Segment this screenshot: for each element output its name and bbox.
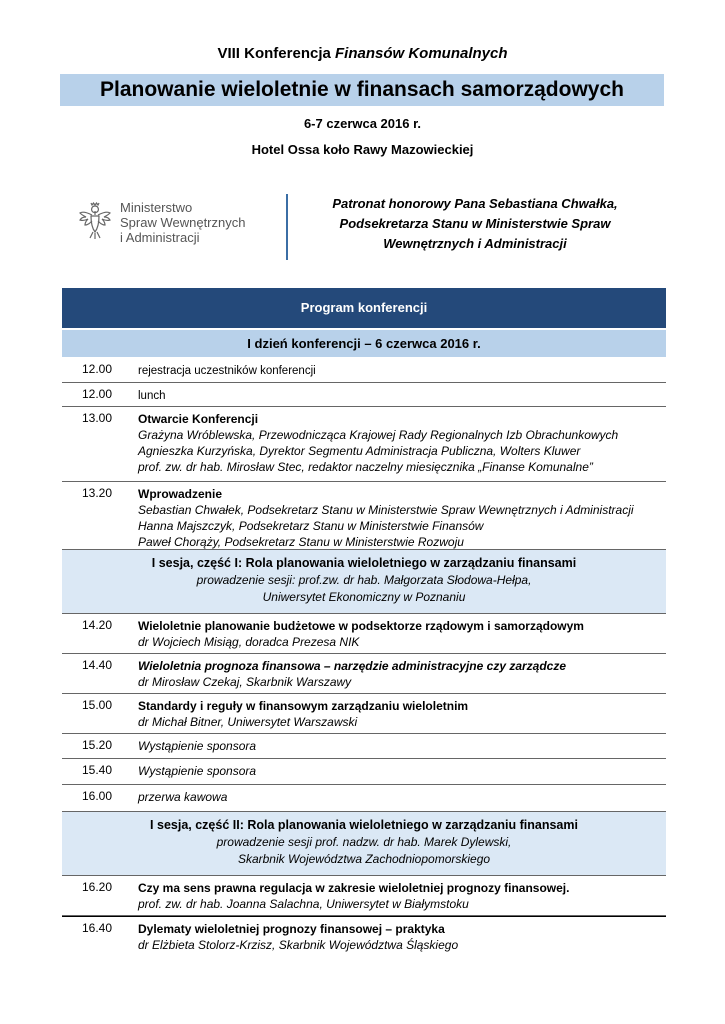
session-lead: Uniwersytet Ekonomiczny w Poznaniu [262, 590, 466, 604]
program-row [62, 407, 666, 482]
conference-name: Finansów Komunalnych [335, 45, 508, 62]
program-row [62, 358, 666, 383]
row-person: dr Michał Bitner, Uniwersytet Warszawski [138, 715, 358, 729]
row-title: Standardy i reguły w finansowym zarządzaniu wieloletnim [138, 699, 469, 713]
conference-prefix: VIII Konferencja [217, 45, 331, 62]
patronage-line: Wewnętrznych i Administracji [383, 236, 567, 251]
row-person: Grażyna Wróblewska, Przewodnicząca Krajowej Rady Regionalnych Izb Obrachunkowych [138, 428, 619, 442]
day1-header: I dzień konferencji – 6 czerwca 2016 r. [62, 330, 666, 357]
row-person: prof. zw. dr hab. Mirosław Stec, redaktor naczelny miesięcznika „Finanse Komunalne” [138, 460, 593, 474]
conference-date: 6-7 czerwca 2016 r. [303, 116, 422, 131]
ministry-line: i Administracji [120, 230, 200, 245]
row-title: Czy ma sens prawna regulacja w zakresie wieloletniej prognozy finansowej. [138, 881, 570, 895]
session-band [62, 812, 666, 876]
ministry-line: Ministerstwo [120, 200, 193, 215]
session-title: I sesja, część II: Rola planowania wieloletniego w zarządzaniu finansami [150, 818, 578, 832]
row-person: dr Wojciech Misiąg, doradca Prezesa NIK [138, 635, 360, 649]
eagle-emblem-icon [78, 200, 112, 244]
row-title: Dylematy wieloletniej prognozy finansowej – praktyka [138, 922, 445, 936]
ministry-name [120, 200, 245, 245]
conference-place: Hotel Ossa koło Rawy Mazowieckiej [251, 142, 474, 157]
row-time: 15.40 [82, 763, 113, 777]
row-time: 12.00 [82, 362, 113, 376]
program-row [62, 694, 666, 734]
program-row [62, 785, 666, 812]
patronage-line: Podsekretarza Stanu w Ministerstwie Spraw [339, 216, 611, 231]
ministry-logo [78, 198, 278, 248]
row-time: 16.00 [82, 789, 113, 803]
divider [286, 194, 288, 260]
program-row [62, 383, 666, 407]
row-time: 14.40 [82, 658, 113, 672]
row-time: 16.20 [82, 880, 113, 894]
row-person: dr Elżbieta Stolorz-Krzisz, Skarbnik Województwa Śląskiego [138, 938, 459, 952]
row-time: 13.20 [82, 486, 113, 500]
row-person: Paweł Chorąży, Podsekretarz Stanu w Ministerstwie Rozwoju [138, 535, 464, 549]
session-title: I sesja, część I: Rola planowania wieloletniego w zarządzaniu finansami [151, 556, 577, 570]
row-person: Sebastian Chwałek, Podsekretarz Stanu w Ministerstwie Spraw Wewnętrznych i Administracji [138, 503, 634, 517]
row-text: przerwa kawowa [138, 790, 228, 804]
ministry-line: Spraw Wewnętrznych [120, 215, 246, 230]
row-text: Wystąpienie sponsora [138, 739, 257, 753]
row-time: 14.20 [82, 618, 113, 632]
row-title: Otwarcie Konferencji [138, 412, 259, 426]
row-person: dr Mirosław Czekaj, Skarbnik Warszawy [138, 675, 352, 689]
row-time: 12.00 [82, 387, 113, 401]
program-row [62, 876, 666, 916]
row-text: Wystąpienie sponsora [138, 764, 257, 778]
row-title: Wieloletnia prognoza finansowa – narzędzie administracyjne czy zarządcze [138, 659, 567, 673]
row-title: Wieloletnie planowanie budżetowe w podsektorze rządowym i samorządowym [138, 619, 584, 633]
row-person: Hanna Majszczyk, Podsekretarz Stanu w Ministerstwie Finansów [138, 519, 484, 533]
row-title: Wprowadzenie [138, 487, 223, 501]
program-row [62, 759, 666, 785]
session-band [62, 550, 666, 614]
row-person: Agnieszka Kurzyńska, Dyrektor Segmentu Administracja Publiczna, Wolters Kluwer [138, 444, 581, 458]
program-row [62, 916, 666, 955]
program-header: Program konferencji [62, 288, 666, 328]
patronage-line: Patronat honorowy Pana Sebastiana Chwałka, [332, 196, 618, 211]
program-row [62, 734, 666, 759]
row-time: 15.20 [82, 738, 113, 752]
row-person: prof. zw. dr hab. Joanna Salachna, Uniwersytet w Białymstoku [138, 897, 469, 911]
row-time: 13.00 [82, 411, 113, 425]
program-row [62, 654, 666, 694]
row-text: rejestracja uczestników konferencji [138, 365, 316, 377]
patronage-note [300, 194, 650, 254]
program-row [62, 614, 666, 654]
main-title: Planowanie wieloletnie w finansach samorządowych [60, 74, 664, 106]
session-lead: Skarbnik Województwa Zachodniopomorskiego [237, 852, 491, 866]
row-time: 15.00 [82, 698, 113, 712]
program-row [62, 482, 666, 550]
session-lead: prowadzenie sesji prof. nadzw. dr hab. Marek Dylewski, [216, 835, 512, 849]
row-text: lunch [138, 390, 166, 402]
conference-title [0, 45, 725, 62]
session-lead: prowadzenie sesji: prof.zw. dr hab. Małgorzata Słodowa-Hełpa, [196, 573, 532, 587]
row-time: 16.40 [82, 921, 113, 935]
